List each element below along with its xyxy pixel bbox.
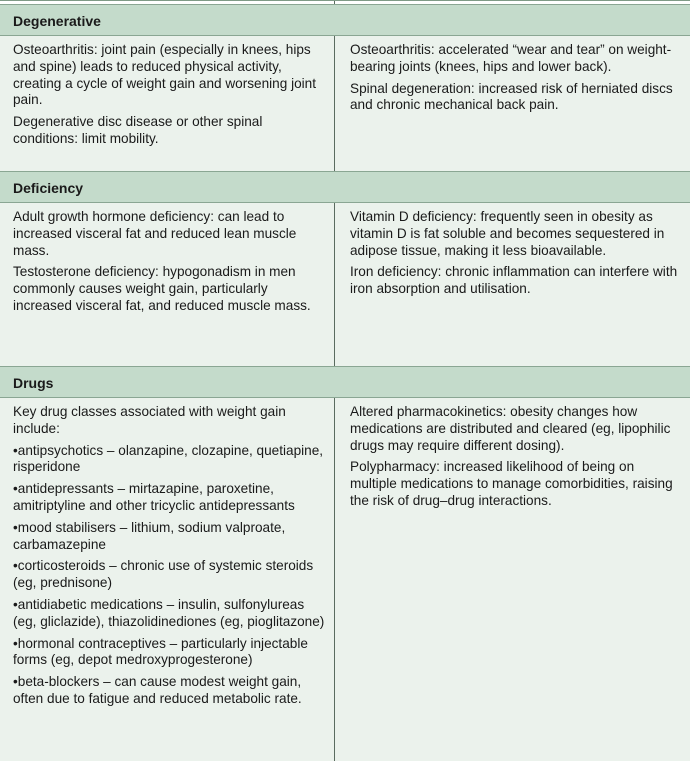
- list-item: • antipsychotics – olanzapine, clozapine, quetiapine, risperidone: [13, 443, 326, 477]
- cell-text: Adult growth hormone deficiency: can lead to increased visceral fat and reduced lean muscle mass.: [13, 209, 297, 258]
- cell-text: Spinal degeneration: increased risk of herniated discs and chronic mechanical back pain.: [350, 80, 673, 113]
- cell-text: Osteoarthritis: joint pain (especially in knees, hips and spine) leads to reduced physical activity, creating a cycle of weight gain and worsening joint pain.: [13, 42, 317, 108]
- cell-text: Altered pharmacokinetics: obesity changes how medications are distributed and cleared (eg, lipophilic drugs may require different dosing).: [350, 404, 671, 453]
- cell-text: Iron deficiency: chronic inflammation can interfere with iron absorption and utilisation.: [350, 264, 678, 297]
- section-title: Drugs: [13, 375, 54, 391]
- list-item: • mood stabilisers – lithium, sodium valproate, carbamazepine: [13, 520, 326, 554]
- right-column: [335, 398, 690, 761]
- section-title: Deficiency: [13, 180, 84, 196]
- section-body-drugs: [0, 398, 690, 761]
- section-header-drugs: [0, 366, 690, 398]
- cell-text: Osteoarthritis: accelerated “wear and tear” on weight-bearing joints (knees, hips and lower back).: [350, 42, 672, 74]
- left-column: [0, 203, 335, 366]
- list-item: • beta-blockers – can cause modest weight gain, often due to fatigue and reduced metabolic rate.: [13, 674, 326, 708]
- list-item: • corticosteroids – chronic use of systemic steroids (eg, prednisone): [13, 558, 326, 592]
- section-body-deficiency: [0, 203, 690, 366]
- cell-text: Vitamin D deficiency: frequently seen in obesity as vitamin D is fat soluble and becomes sequestered in adipose tissue, making it less bioavailable.: [350, 209, 665, 258]
- left-column: [0, 36, 335, 171]
- list-item: • hormonal contraceptives – particularly injectable forms (eg, depot medroxyprogesterone): [13, 636, 326, 670]
- section-header-degenerative: [0, 4, 690, 36]
- list-item: • antidiabetic medications – insulin, sulfonylureas (eg, gliclazide), thiazolidinediones (eg, pioglitazone): [13, 597, 326, 631]
- cell-text: Testosterone deficiency: hypogonadism in men commonly causes weight gain, particularly increased visceral fat, and reduced muscle mass.: [13, 264, 311, 313]
- cell-text: Key drug classes associated with weight gain include:: [13, 404, 286, 436]
- cell-text: Degenerative disc disease or other spinal conditions: limit mobility.: [13, 114, 263, 146]
- cell-text: Polypharmacy: increased likelihood of being on multiple medications to manage comorbidities, raising the risk of drug–drug interactions.: [350, 459, 673, 508]
- section-header-deficiency: [0, 171, 690, 203]
- right-column: [335, 203, 690, 366]
- left-column: [0, 398, 335, 761]
- section-body-degenerative: [0, 36, 690, 171]
- list-item: • antidepressants – mirtazapine, paroxetine, amitriptyline and other tricyclic antidepressants: [13, 481, 326, 515]
- right-column: [335, 36, 690, 171]
- section-title: Degenerative: [13, 13, 101, 29]
